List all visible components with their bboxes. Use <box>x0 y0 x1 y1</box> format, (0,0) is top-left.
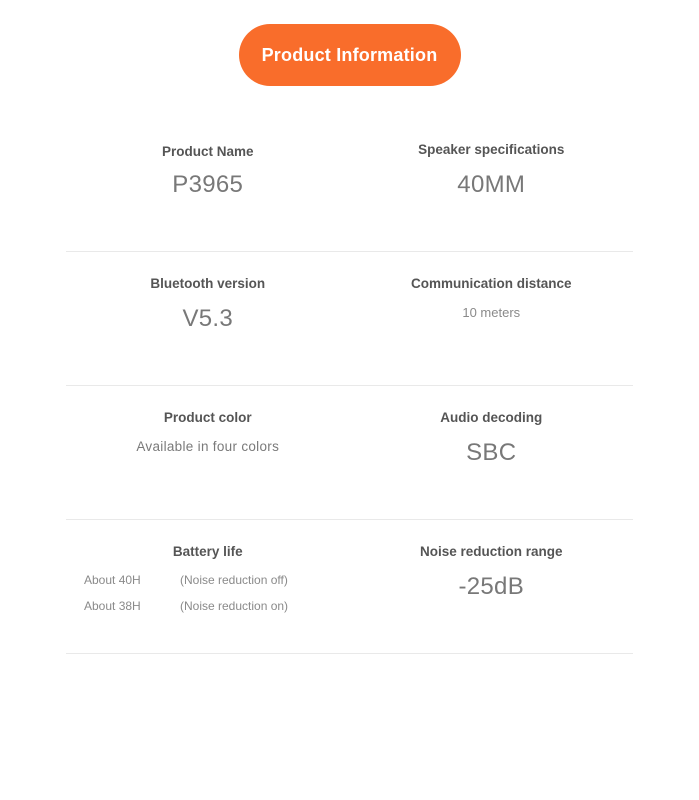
spec-cell-communication-distance <box>350 252 634 385</box>
spec-label: Speaker specifications <box>418 142 565 157</box>
spec-cell-bluetooth-version <box>66 252 350 385</box>
table-row <box>66 252 633 386</box>
spec-label: Product color <box>163 410 252 425</box>
specifications-table <box>66 86 633 654</box>
spec-value: SBC <box>466 439 517 466</box>
spec-value: 10 meters <box>462 305 521 320</box>
list-item <box>76 599 340 613</box>
battery-note: (Noise reduction off) <box>180 573 288 587</box>
spec-cell-product-color <box>66 386 350 519</box>
page-title: Product Information <box>239 24 461 86</box>
spec-cell-audio-decoding <box>350 386 634 519</box>
spec-cell-noise-reduction-range <box>350 520 634 653</box>
list-item <box>76 573 340 587</box>
battery-hours: About 38H <box>84 599 141 613</box>
spec-value: 40MM <box>457 171 526 198</box>
table-row <box>66 386 633 520</box>
spec-value: V5.3 <box>182 305 234 332</box>
spec-cell-speaker-specifications <box>350 118 634 251</box>
battery-note: (Noise reduction on) <box>180 599 289 613</box>
spec-value: Available in four colors <box>136 439 280 454</box>
header-section <box>0 0 699 86</box>
spec-value: -25dB <box>458 573 525 600</box>
spec-label: Product Name <box>161 144 254 159</box>
spec-cell-battery-life <box>66 520 350 653</box>
table-row <box>66 118 633 252</box>
spec-value: P3965 <box>172 171 244 198</box>
spec-label: Audio decoding <box>440 410 543 425</box>
spec-cell-product-name <box>66 118 350 251</box>
battery-life-list <box>66 573 350 625</box>
battery-hours: About 40H <box>84 573 141 587</box>
spec-label: Battery life <box>172 544 243 559</box>
spec-label: Bluetooth version <box>150 276 266 291</box>
spec-label: Communication distance <box>410 276 572 291</box>
spec-label: Noise reduction range <box>419 544 563 559</box>
table-row <box>66 520 633 654</box>
